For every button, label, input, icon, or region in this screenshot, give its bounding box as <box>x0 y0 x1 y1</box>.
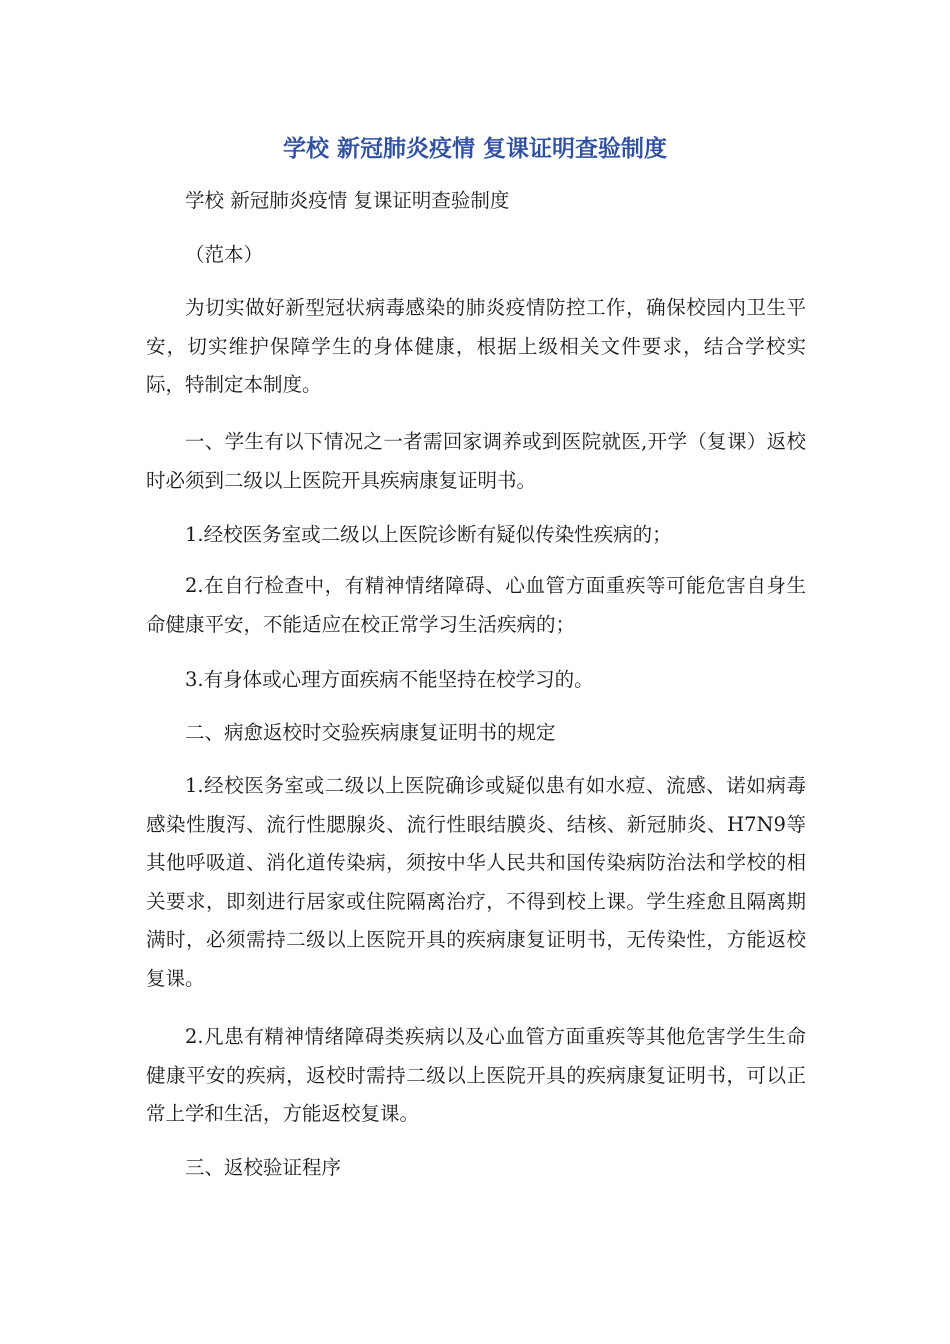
section1-item-3: 3.有身体或心理方面疾病不能坚持在校学习的。 <box>185 668 594 691</box>
section1-heading: 一、学生有以下情况之一者需回家调养或到医院就医,开学（复课）返校时必须到二级以上医院开具疾病康复证明书。 <box>146 430 806 492</box>
section2-item-2: 2.凡患有精神情绪障碍类疾病以及心血管方面重疾等其他危害学生生命健康平安的疾病，返校时需持二级以上医院开具的疾病康复证明书，可以正常上学和生活，方能返校复课。 <box>146 1025 806 1125</box>
document-subtitle: 学校 新冠肺炎疫情 复课证明查验制度 <box>185 189 510 212</box>
section1-item-1: 1.经校医务室或二级以上医院诊断有疑似传染性疾病的； <box>185 523 672 546</box>
section3-heading: 三、返校验证程序 <box>185 1156 342 1179</box>
section2-item-1: 1.经校医务室或二级以上医院确诊或疑似患有如水痘、流感、诺如病毒感染性腹泻、流行性腮腺炎、流行性眼结膜炎、结核、新冠肺炎、H7N9等其他呼吸道、消化道传染病，须按中华人民共和国传染病防治法和学校的相关要求，即刻进行居家或住院隔离治疗，不得到校上课。学生痊愈且隔离期满时，必须需持二级以上医院开具的疾病康复证明书，无传染性，方能返校复课。 <box>146 774 806 990</box>
intro-paragraph: 为切实做好新型冠状病毒感染的肺炎疫情防控工作，确保校园内卫生平安，切实维护保障学生的身体健康，根据上级相关文件要求，结合学校实际，特制定本制度。 <box>146 296 806 396</box>
document-title: 学校 新冠肺炎疫情 复课证明查验制度 <box>282 136 667 162</box>
template-note: （范本） <box>185 243 264 266</box>
section2-heading: 二、病愈返校时交验疾病康复证明书的规定 <box>185 721 556 744</box>
section1-item-2: 2.在自行检查中，有精神情绪障碍、心血管方面重疾等可能危害自身生命健康平安，不能适应在校正常学习生活疾病的； <box>146 574 806 636</box>
